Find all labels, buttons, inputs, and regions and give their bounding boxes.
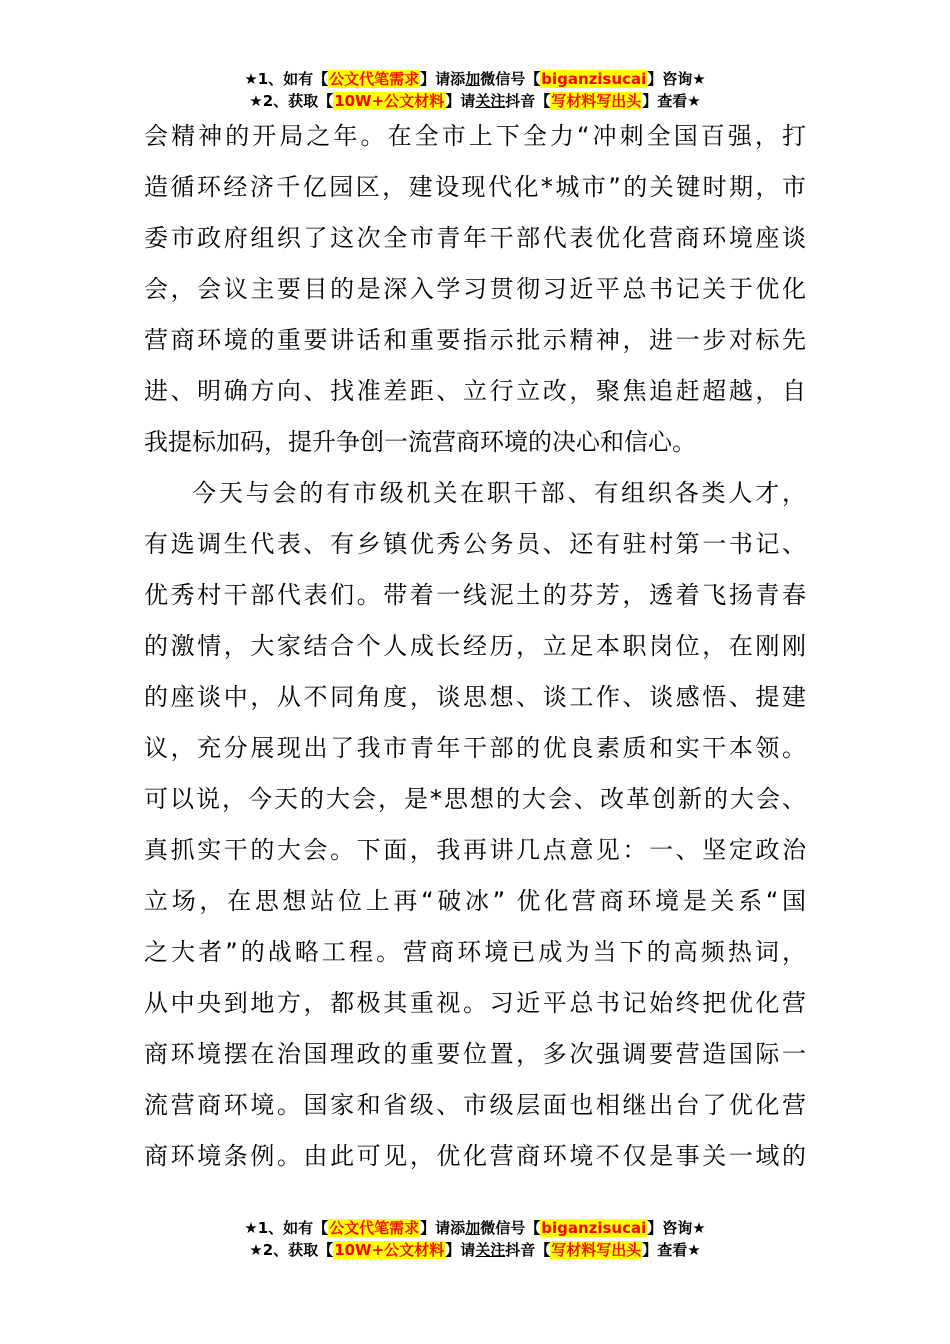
banner-text: ★1、如有【 [244,1219,329,1237]
banner-text: 】请添 [420,1219,466,1237]
body-line: 委市政府组织了这次全市青年干部代表优化营商环境座谈 [144,224,806,252]
body-line: 可以说，今天的大会，是*思想的大会、改革创新的大会、 [144,785,806,813]
banner-text: 】咨询★ [647,1219,706,1237]
body-line: 商环境摆在治国理政的重要位置，多次强调要营造国际一 [144,1040,806,1068]
body-line: 我提标加码，提升争创一流营商环境的决心和信心。 [144,428,696,456]
header-banner [0,68,950,112]
banner-highlight: biganzisucai [541,1219,647,1237]
body-line: 商环境条例。由此可见，优化营商环境不仅是事关一域的 [144,1142,806,1170]
body-line: 造循环经济千亿园区，建设现代化*城市”的关键时期，市 [144,173,806,201]
banner-highlight: 公文代笔需求 [329,1219,420,1237]
banner-highlight: biganzisucai [541,70,647,88]
body-line: 会，会议主要目的是深入学习贯彻习近平总书记关于优化 [144,275,806,303]
body-line: 流营商环境。国家和省级、市级层面也相继出台了优化营 [144,1091,806,1119]
paragraph-first-line: 今天与会的有市级机关在职干部、有组织各类人才， [192,479,806,507]
banner-text: ★2、获取【 [249,1241,334,1259]
banner-text: ★1、如有【 [244,70,329,88]
banner-emphasis: 加 [465,70,481,88]
document-body [144,111,806,1182]
banner-line-2 [0,1239,950,1261]
banner-highlight: 写材料写出头 [551,1241,642,1259]
banner-highlight: 写材料写出头 [551,92,642,110]
banner-highlight: 公文代笔需求 [329,70,420,88]
banner-highlight: 10W+公文材料 [334,92,445,110]
banner-line-1 [0,68,950,90]
body-line: 立场，在思想站位上再“破冰” 优化营商环境是关系“国 [144,887,806,915]
banner-emphasis: 加 [465,1219,481,1237]
body-line: 之大者”的战略工程。营商环境已成为当下的高频热词， [144,938,806,966]
banner-text: 】咨询★ [647,70,706,88]
banner-text: 】查看★ [642,1241,701,1259]
body-line: 进、明确方向、找准差距、立行立改，聚焦追赶超越，自 [144,377,806,405]
body-line: 优秀村干部代表们。带着一线泥土的芬芳，透着飞扬青春 [144,581,806,609]
body-line: 会精神的开局之年。在全市上下全力“冲刺全国百强，打 [144,122,806,150]
banner-text: 抖音【 [505,1241,551,1259]
banner-text: 抖音【 [505,92,551,110]
footer-banner [0,1217,950,1261]
body-line: 从中央到地方，都极其重视。习近平总书记始终把优化营 [144,989,806,1017]
banner-emphasis: 关注 [475,92,506,110]
banner-highlight: 10W+公文材料 [334,1241,445,1259]
banner-text: 微信号【 [480,70,541,88]
banner-text: 】请 [445,92,476,110]
body-line: 的座谈中，从不同角度，谈思想、谈工作、谈感悟、提建 [144,683,806,711]
banner-text: 】请添 [420,70,466,88]
banner-emphasis: 关注 [475,1241,506,1259]
body-line: 议，充分展现出了我市青年干部的优良素质和实干本领。 [144,734,806,762]
body-line: 的激情，大家结合个人成长经历，立足本职岗位，在刚刚 [144,632,806,660]
banner-line-1 [0,1217,950,1239]
banner-text: 】查看★ [642,92,701,110]
body-line: 营商环境的重要讲话和重要指示批示精神，进一步对标先 [144,326,806,354]
banner-text: 微信号【 [480,1219,541,1237]
banner-text: 】请 [445,1241,476,1259]
banner-text: ★2、获取【 [249,92,334,110]
body-line: 有选调生代表、有乡镇优秀公务员、还有驻村第一书记、 [144,530,806,558]
body-line: 真抓实干的大会。下面，我再讲几点意见：一、坚定政治 [144,836,806,864]
banner-line-2 [0,90,950,112]
